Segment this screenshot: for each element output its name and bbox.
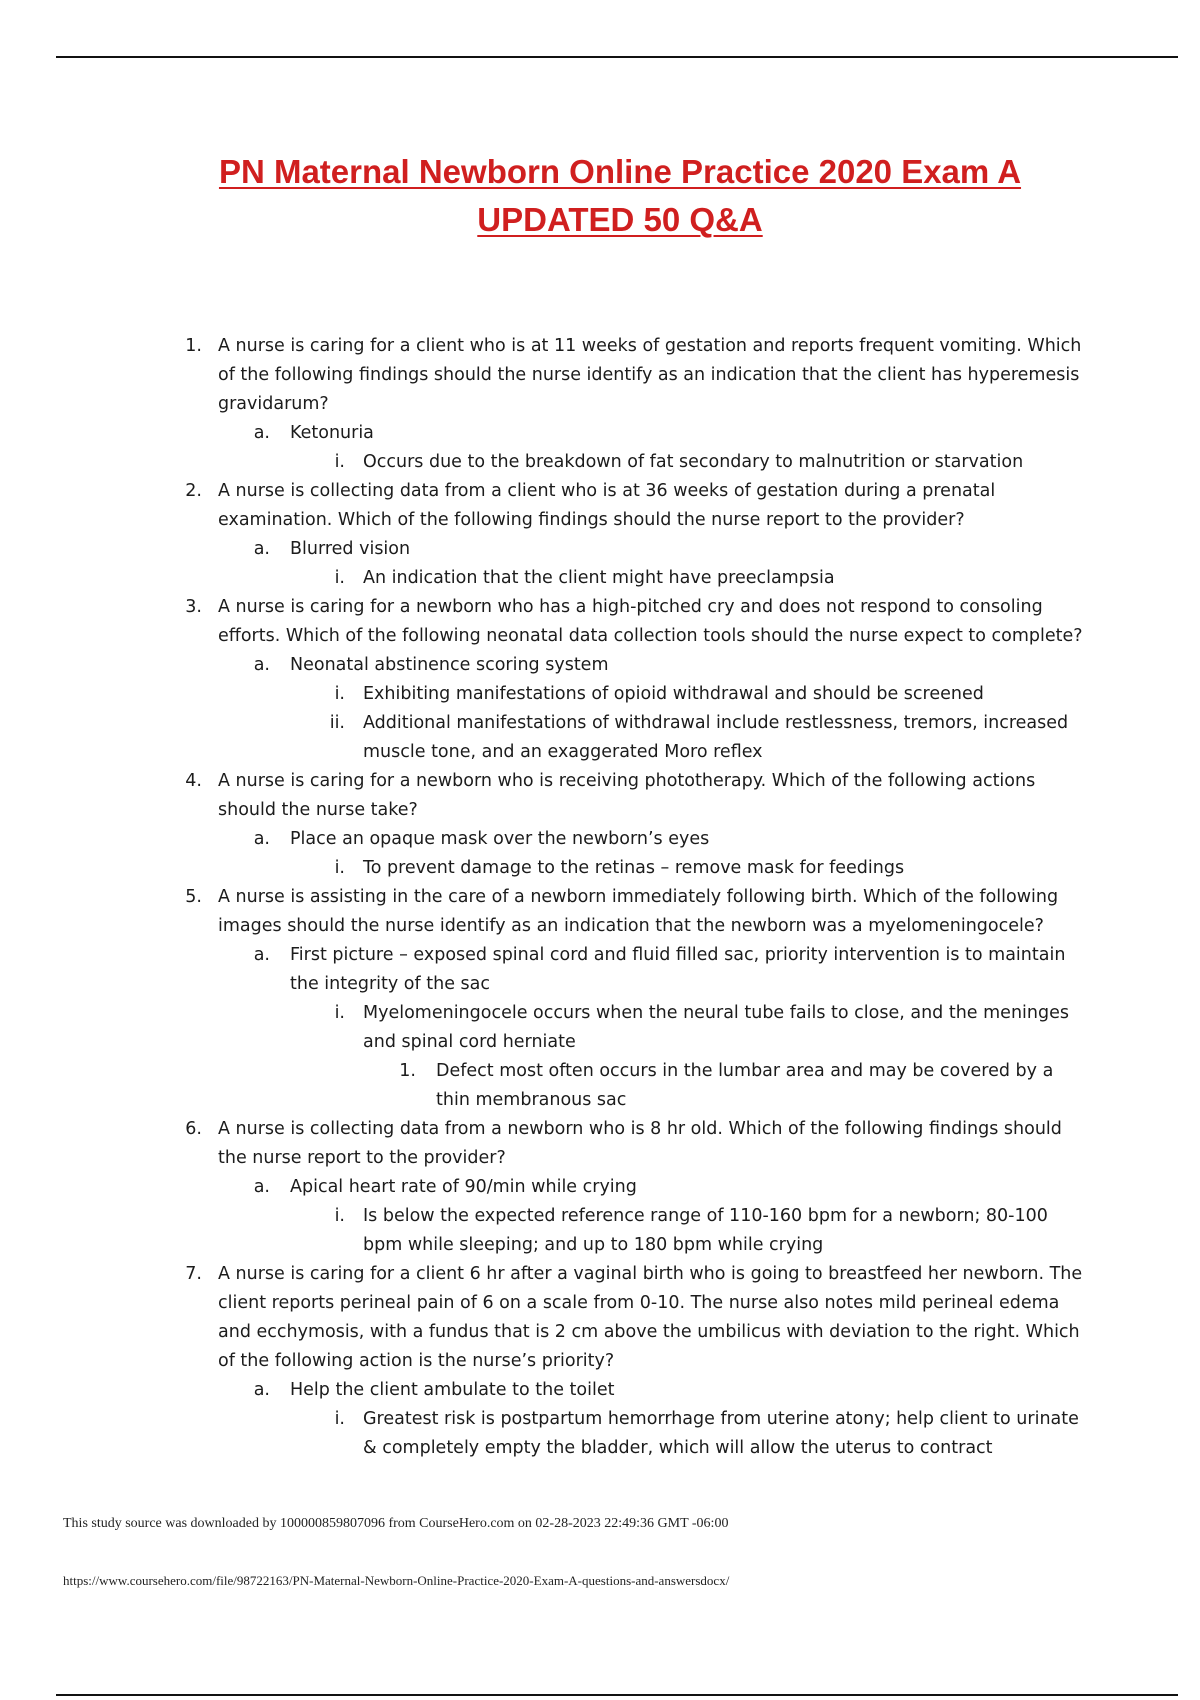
item-text: A nurse is caring for a client 6 hr after a vaginal birth who is going to breastfeed her newborn. The client reports perineal pain of 6 on a scale from 0-10. The nurse also notes mild perineal edema and ecchymosis, with a fundus that is 2 cm above the umbilicus with deviation to the right. Which of the following action is the nurse’s priority? (218, 1264, 1083, 1371)
list-marker: a. (253, 945, 270, 965)
download-notice: This study source was downloaded by 100000859807096 from CourseHero.com on 02-28-2023 22:49:36 GMT -06:00 (63, 1516, 729, 1531)
list-marker: 1. (185, 336, 202, 356)
answer-item (180, 419, 1090, 448)
question-item (180, 593, 1090, 651)
list-marker: ii. (329, 713, 345, 733)
item-text: Is below the expected reference range of 110-160 bpm for a newborn; 80-100 bpm while sleeping; and up to 180 bpm while crying (363, 1206, 1048, 1255)
rationale-item (180, 709, 1090, 767)
item-text: Additional manifestations of withdrawal include restlessness, tremors, increased muscle tone, and an exaggerated Moro reflex (363, 713, 1069, 762)
list-marker: i. (334, 568, 345, 588)
answer-item (180, 1376, 1090, 1405)
rationale-item (180, 1202, 1090, 1260)
document-title (0, 148, 1200, 244)
question-item (180, 883, 1090, 941)
answer-item (180, 651, 1090, 680)
bottom-rule (56, 1694, 1178, 1696)
list-marker: 1. (399, 1061, 416, 1081)
item-text: A nurse is caring for a newborn who has a high-pitched cry and does not respond to consoling efforts. Which of the following neonatal data collection tools should the nurse expect to complete? (218, 597, 1083, 646)
list-marker: 6. (185, 1119, 202, 1139)
item-text: First picture – exposed spinal cord and fluid filled sac, priority intervention is to maintain the integrity of the sac (290, 945, 1066, 994)
list-marker: 7. (185, 1264, 202, 1284)
answer-item (180, 1173, 1090, 1202)
item-text: Exhibiting manifestations of opioid withdrawal and should be screened (363, 684, 984, 704)
item-text: Occurs due to the breakdown of fat secondary to malnutrition or starvation (363, 452, 1024, 472)
list-marker: 2. (185, 481, 202, 501)
answer-item (180, 941, 1090, 999)
item-text: Blurred vision (290, 539, 411, 559)
list-marker: 4. (185, 771, 202, 791)
list-marker: i. (334, 452, 345, 472)
list-marker: a. (253, 829, 270, 849)
list-marker: 5. (185, 887, 202, 907)
question-item (180, 477, 1090, 535)
list-marker: a. (253, 1380, 270, 1400)
answer-item (180, 825, 1090, 854)
question-item (180, 1260, 1090, 1376)
source-url: https://www.coursehero.com/file/98722163/PN-Maternal-Newborn-Online-Practice-2020-Exam-A-questions-and-answersdocx/ (63, 1573, 730, 1588)
item-text: Place an opaque mask over the newborn’s eyes (290, 829, 710, 849)
list-marker: i. (334, 858, 345, 878)
item-text: Ketonuria (290, 423, 374, 443)
list-marker: i. (334, 1409, 345, 1429)
item-text: A nurse is collecting data from a newborn who is 8 hr old. Which of the following findings should the nurse report to the provider? (218, 1119, 1062, 1168)
list-marker: i. (334, 1003, 345, 1023)
rationale-item (180, 564, 1090, 593)
list-marker: a. (253, 655, 270, 675)
item-text: A nurse is collecting data from a client who is at 36 weeks of gestation during a prenatal examination. Which of the following findings should the nurse report to the provider? (218, 481, 996, 530)
rationale-item (180, 1405, 1090, 1463)
list-marker: i. (334, 684, 345, 704)
item-text: Defect most often occurs in the lumbar area and may be covered by a thin membranous sac (436, 1061, 1054, 1110)
list-marker: a. (253, 1177, 270, 1197)
question-item (180, 767, 1090, 825)
list-marker: 3. (185, 597, 202, 617)
item-text: A nurse is assisting in the care of a newborn immediately following birth. Which of the following images should the nurse identify as an indication that the newborn was a myelomeningocele? (218, 887, 1059, 936)
question-item (180, 332, 1090, 419)
rationale-item (180, 854, 1090, 883)
item-text: Greatest risk is postpartum hemorrhage from uterine atony; help client to urinate & completely empty the bladder, which will allow the uterus to contract (363, 1409, 1079, 1458)
item-text: To prevent damage to the retinas – remove mask for feedings (363, 858, 905, 878)
item-text: A nurse is caring for a client who is at 11 weeks of gestation and reports frequent vomiting. Which of the following findings should the nurse identify as an indication that the client has hyperemesis gravidarum? (218, 336, 1082, 414)
answer-item (180, 535, 1090, 564)
rationale-item (180, 680, 1090, 709)
rationale-item (180, 999, 1090, 1057)
item-text: Myelomeningocele occurs when the neural tube fails to close, and the meninges and spinal cord herniate (363, 1003, 1069, 1052)
title-line-1: PN Maternal Newborn Online Practice 2020 Exam A (218, 153, 1022, 190)
top-rule (56, 56, 1178, 58)
item-text: Neonatal abstinence scoring system (290, 655, 609, 675)
title-line-2: UPDATED 50 Q&A (477, 201, 763, 238)
item-text: Apical heart rate of 90/min while crying (290, 1177, 637, 1197)
list-marker: a. (253, 423, 270, 443)
list-marker: i. (334, 1206, 345, 1226)
question-list (180, 332, 1090, 1463)
rationale-item (180, 1057, 1090, 1115)
rationale-item (180, 448, 1090, 477)
question-item (180, 1115, 1090, 1173)
item-text: An indication that the client might have preeclampsia (363, 568, 835, 588)
list-marker: a. (253, 539, 270, 559)
item-text: A nurse is caring for a newborn who is receiving phototherapy. Which of the following actions should the nurse take? (218, 771, 1036, 820)
item-text: Help the client ambulate to the toilet (290, 1380, 615, 1400)
